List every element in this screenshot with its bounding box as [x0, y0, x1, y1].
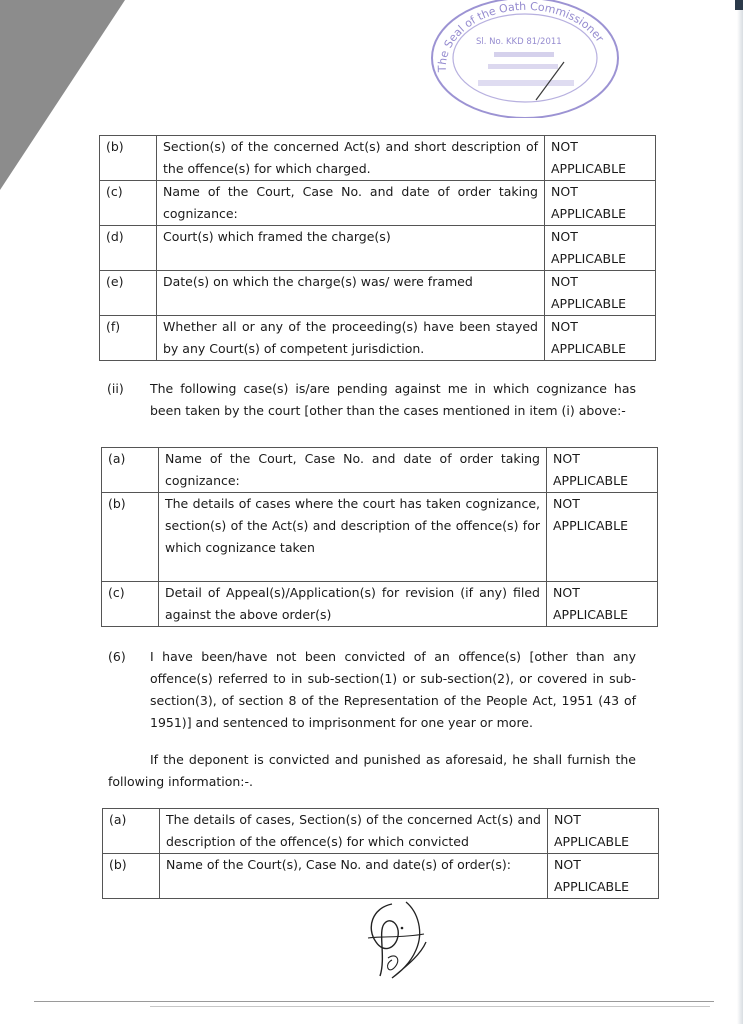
row-description: The details of cases where the court has taken cognizance, section(s) of the Act(s) and description of the offence(s) for which cognizance taken: [159, 493, 547, 582]
row-label: (e): [100, 271, 157, 316]
table-row: [100, 181, 656, 226]
table-convictions: [102, 808, 659, 899]
table-row: [103, 854, 659, 899]
row-description: Section(s) of the concerned Act(s) and short description of the offence(s) for which charged.: [157, 136, 545, 181]
row-value: NOT APPLICABLE: [548, 809, 659, 854]
table-row: [100, 226, 656, 271]
row-label: (b): [100, 136, 157, 181]
page-bottom-rule-secondary: [150, 1006, 710, 1007]
scan-right-edge: [737, 0, 743, 1024]
table-row: [102, 448, 658, 493]
row-value: NOT APPLICABLE: [548, 854, 659, 899]
table-row: [100, 316, 656, 361]
row-description: Date(s) on which the charge(s) was/ were framed: [157, 271, 545, 316]
table-row: [103, 809, 659, 854]
deponent-signature: [362, 898, 432, 984]
row-label: (a): [102, 448, 159, 493]
section-6-text: I have been/have not been convicted of an offence(s) [other than any offence(s) referred to in sub-section(1) or sub-section(2), or covered in sub-section(3), of section 8 of the Representation of the People Act, 1951 (43 of 1951)] and sentenced to imprisonment for one year or more.: [150, 649, 636, 730]
table-row: [102, 493, 658, 582]
row-description: The details of cases, Section(s) of the concerned Act(s) and description of the offence(s) for which convicted: [160, 809, 548, 854]
row-value: NOT APPLICABLE: [547, 582, 658, 627]
row-description: Whether all or any of the proceeding(s) have been stayed by any Court(s) of competent jurisdiction.: [157, 316, 545, 361]
row-label: (a): [103, 809, 160, 854]
row-value: NOT APPLICABLE: [547, 448, 658, 493]
seal-ring-text: The Seal of the Oath Commissioner: [435, 0, 607, 73]
section-ii-number: (ii): [107, 381, 124, 396]
row-label: (b): [103, 854, 160, 899]
table-row: [100, 271, 656, 316]
row-description: Name of the Court, Case No. and date of order taking cognizance:: [159, 448, 547, 493]
row-description: Court(s) which framed the charge(s): [157, 226, 545, 271]
deponent-note: If the deponent is convicted and punished as aforesaid, he shall furnish the following information:-.: [108, 752, 636, 789]
seal-number: Sl. No. KKD 81/2011: [476, 37, 562, 47]
row-value: NOT APPLICABLE: [547, 493, 658, 582]
oath-commissioner-seal: [424, 0, 624, 118]
row-description: Name of the Court(s), Case No. and date(s) of order(s):: [160, 854, 548, 899]
page-bottom-rule: [34, 1001, 714, 1002]
table-charges: [99, 135, 656, 361]
row-value: NOT APPLICABLE: [545, 136, 656, 181]
section-ii-text: The following case(s) is/are pending against me in which cognizance has been taken by the court [other than the cases mentioned in item (i) above:-: [150, 381, 636, 418]
row-label: (c): [100, 181, 157, 226]
table-pending-cases: [101, 447, 658, 627]
section-6-number: (6): [108, 649, 126, 664]
row-description: Detail of Appeal(s)/Application(s) for revision (if any) filed against the above order(s): [159, 582, 547, 627]
scan-edge-mark: [735, 0, 743, 10]
table-row: [100, 136, 656, 181]
row-label: (f): [100, 316, 157, 361]
row-label: (d): [100, 226, 157, 271]
table-row: [102, 582, 658, 627]
row-label: (b): [102, 493, 159, 582]
row-label: (c): [102, 582, 159, 627]
row-value: NOT APPLICABLE: [545, 271, 656, 316]
row-description: Name of the Court, Case No. and date of order taking cognizance:: [157, 181, 545, 226]
row-value: NOT APPLICABLE: [545, 181, 656, 226]
row-value: NOT APPLICABLE: [545, 316, 656, 361]
row-value: NOT APPLICABLE: [545, 226, 656, 271]
